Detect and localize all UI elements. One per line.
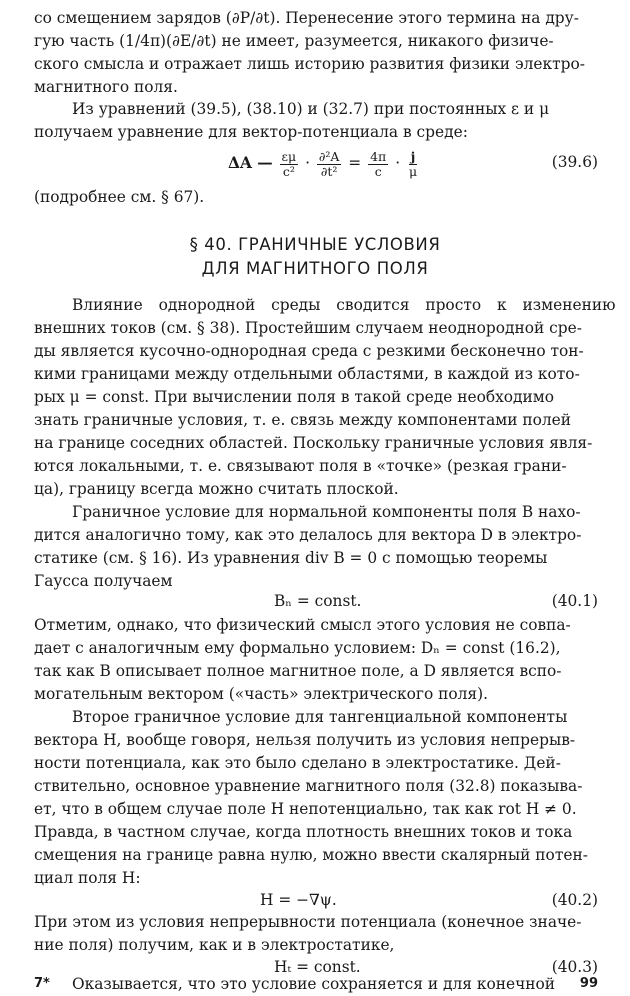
text-line — [72, 295, 616, 316]
text-line: внешних токов (см. § 38). Простейшим случаем неоднородной сре- — [34, 319, 582, 337]
fraction — [368, 150, 388, 179]
text-line: со смещением зарядов (∂P/∂t). Перенесение этого термина на дру- — [34, 9, 579, 27]
equation-number: (39.6) — [551, 153, 598, 171]
text-line: Граничное условие для нормальной компоненты поля B нахо- — [72, 503, 581, 521]
text-line: Оказывается, что это условие сохраняется и для конечной — [72, 975, 556, 993]
eq-lhs: ΔA — — [228, 154, 273, 172]
text-line: ствительно, основное уравнение магнитного поля (32.8) показыва- — [34, 777, 583, 795]
text-line: Гаусса получаем — [34, 572, 173, 590]
text-span: Из уравнений (39.5), (38.10) и (32.7) при постоянных ε и μ — [72, 100, 550, 118]
section-title: § 40. ГРАНИЧНЫЕ УСЛОВИЯ — [189, 235, 441, 254]
numerator: εμ — [281, 148, 297, 164]
text-line: Второе граничное условие для тангенциальной компоненты — [72, 708, 568, 726]
fraction — [317, 150, 342, 179]
text-line: ности потенциала, как это было сделано в электростатике. Дей- — [34, 754, 561, 772]
eq-operator: = — [348, 154, 362, 172]
text-line: ского смысла и отражает лишь историю развития физики электро- — [34, 55, 585, 73]
numerator: 4π — [370, 148, 387, 164]
page-number: 99 — [579, 976, 598, 991]
text-line: Отметим, однако, что физический смысл этого условия не совпа- — [34, 616, 571, 634]
text-line: дает с аналогичным ему формально условием: Dₙ = const (16.2), — [34, 639, 561, 657]
text-line: ды является кусочно-однородная среда с резкими бесконечно тон- — [34, 342, 584, 360]
text-line: ет, что в общем случае поле H непотенциально, так как rot H ≠ 0. — [34, 800, 577, 818]
text-line: на границе соседних областей. Поскольку граничные условия явля- — [34, 434, 593, 452]
text-line: Правда, в частном случае, когда плотность внешних токов и тока — [34, 823, 573, 841]
text-line: ние поля) получим, как и в электростатике, — [34, 936, 395, 954]
text-line: (подробнее см. § 67). — [34, 188, 205, 206]
fraction — [407, 150, 419, 179]
text-line: рых μ = const. При вычислении поля в такой среде необходимо — [34, 388, 555, 406]
equation-number: (40.2) — [551, 891, 598, 909]
eq-operator: · — [395, 154, 401, 172]
text-line: знать граничные условия, т. е. связь между компонентами полей — [34, 411, 572, 429]
text-line: статике (см. § 16). Из уравнения div B = 0 с помощью теоремы — [34, 549, 548, 567]
denominator: c — [374, 163, 382, 179]
section-title: ДЛЯ МАГНИТНОГО ПОЛЯ — [201, 259, 429, 278]
numerator: ∂²A — [318, 148, 340, 164]
text-line: могательным вектором («часть» электрического поля). — [34, 685, 489, 703]
denominator: c² — [282, 163, 295, 179]
equation-40-3: Hₜ = const. — [274, 958, 361, 976]
text-line — [72, 99, 604, 120]
denominator: μ — [409, 163, 418, 179]
text-span: Влияние однородной среды сводится просто к изменению — [72, 296, 616, 314]
fraction — [280, 150, 299, 179]
equation-40-1: Bₙ = const. — [274, 592, 362, 610]
text-line: магнитного поля. — [34, 78, 178, 96]
text-line: гую часть (1/4π)(∂E/∂t) не имеет, разумеется, никакого физиче- — [34, 32, 554, 50]
printer-signature: 7* — [34, 976, 50, 991]
denominator: ∂t² — [320, 163, 338, 179]
text-line: получаем уравнение для вектор-потенциала в среде: — [34, 123, 468, 141]
text-line: так как B описывает полное магнитное поле, а D является вспо- — [34, 662, 562, 680]
text-line: При этом из условия непрерывности потенциала (конечное значе- — [34, 913, 582, 931]
text-line: дится аналогично тому, как это делалось для вектора D в электро- — [34, 526, 582, 544]
equation-40-2: H = −∇ψ. — [260, 891, 337, 909]
eq-operator: · — [305, 154, 310, 172]
text-line: ца), границу всегда можно считать плоской. — [34, 480, 399, 498]
text-line: смещения на границе равна нулю, можно ввести скалярный потен- — [34, 846, 588, 864]
numerator: j — [410, 148, 416, 164]
equation-number: (40.1) — [551, 592, 598, 610]
text-line: вектора H, вообще говоря, нельзя получить из условия непрерыв- — [34, 731, 576, 749]
equation-39-6 — [228, 146, 421, 180]
equation-number: (40.3) — [551, 958, 598, 976]
text-line: кими границами между отдельными областями, в каждой из кото- — [34, 365, 580, 383]
text-line: ются локальными, т. е. связывают поля в «точке» (резкая грани- — [34, 457, 567, 475]
text-line: циал поля H: — [34, 869, 141, 887]
